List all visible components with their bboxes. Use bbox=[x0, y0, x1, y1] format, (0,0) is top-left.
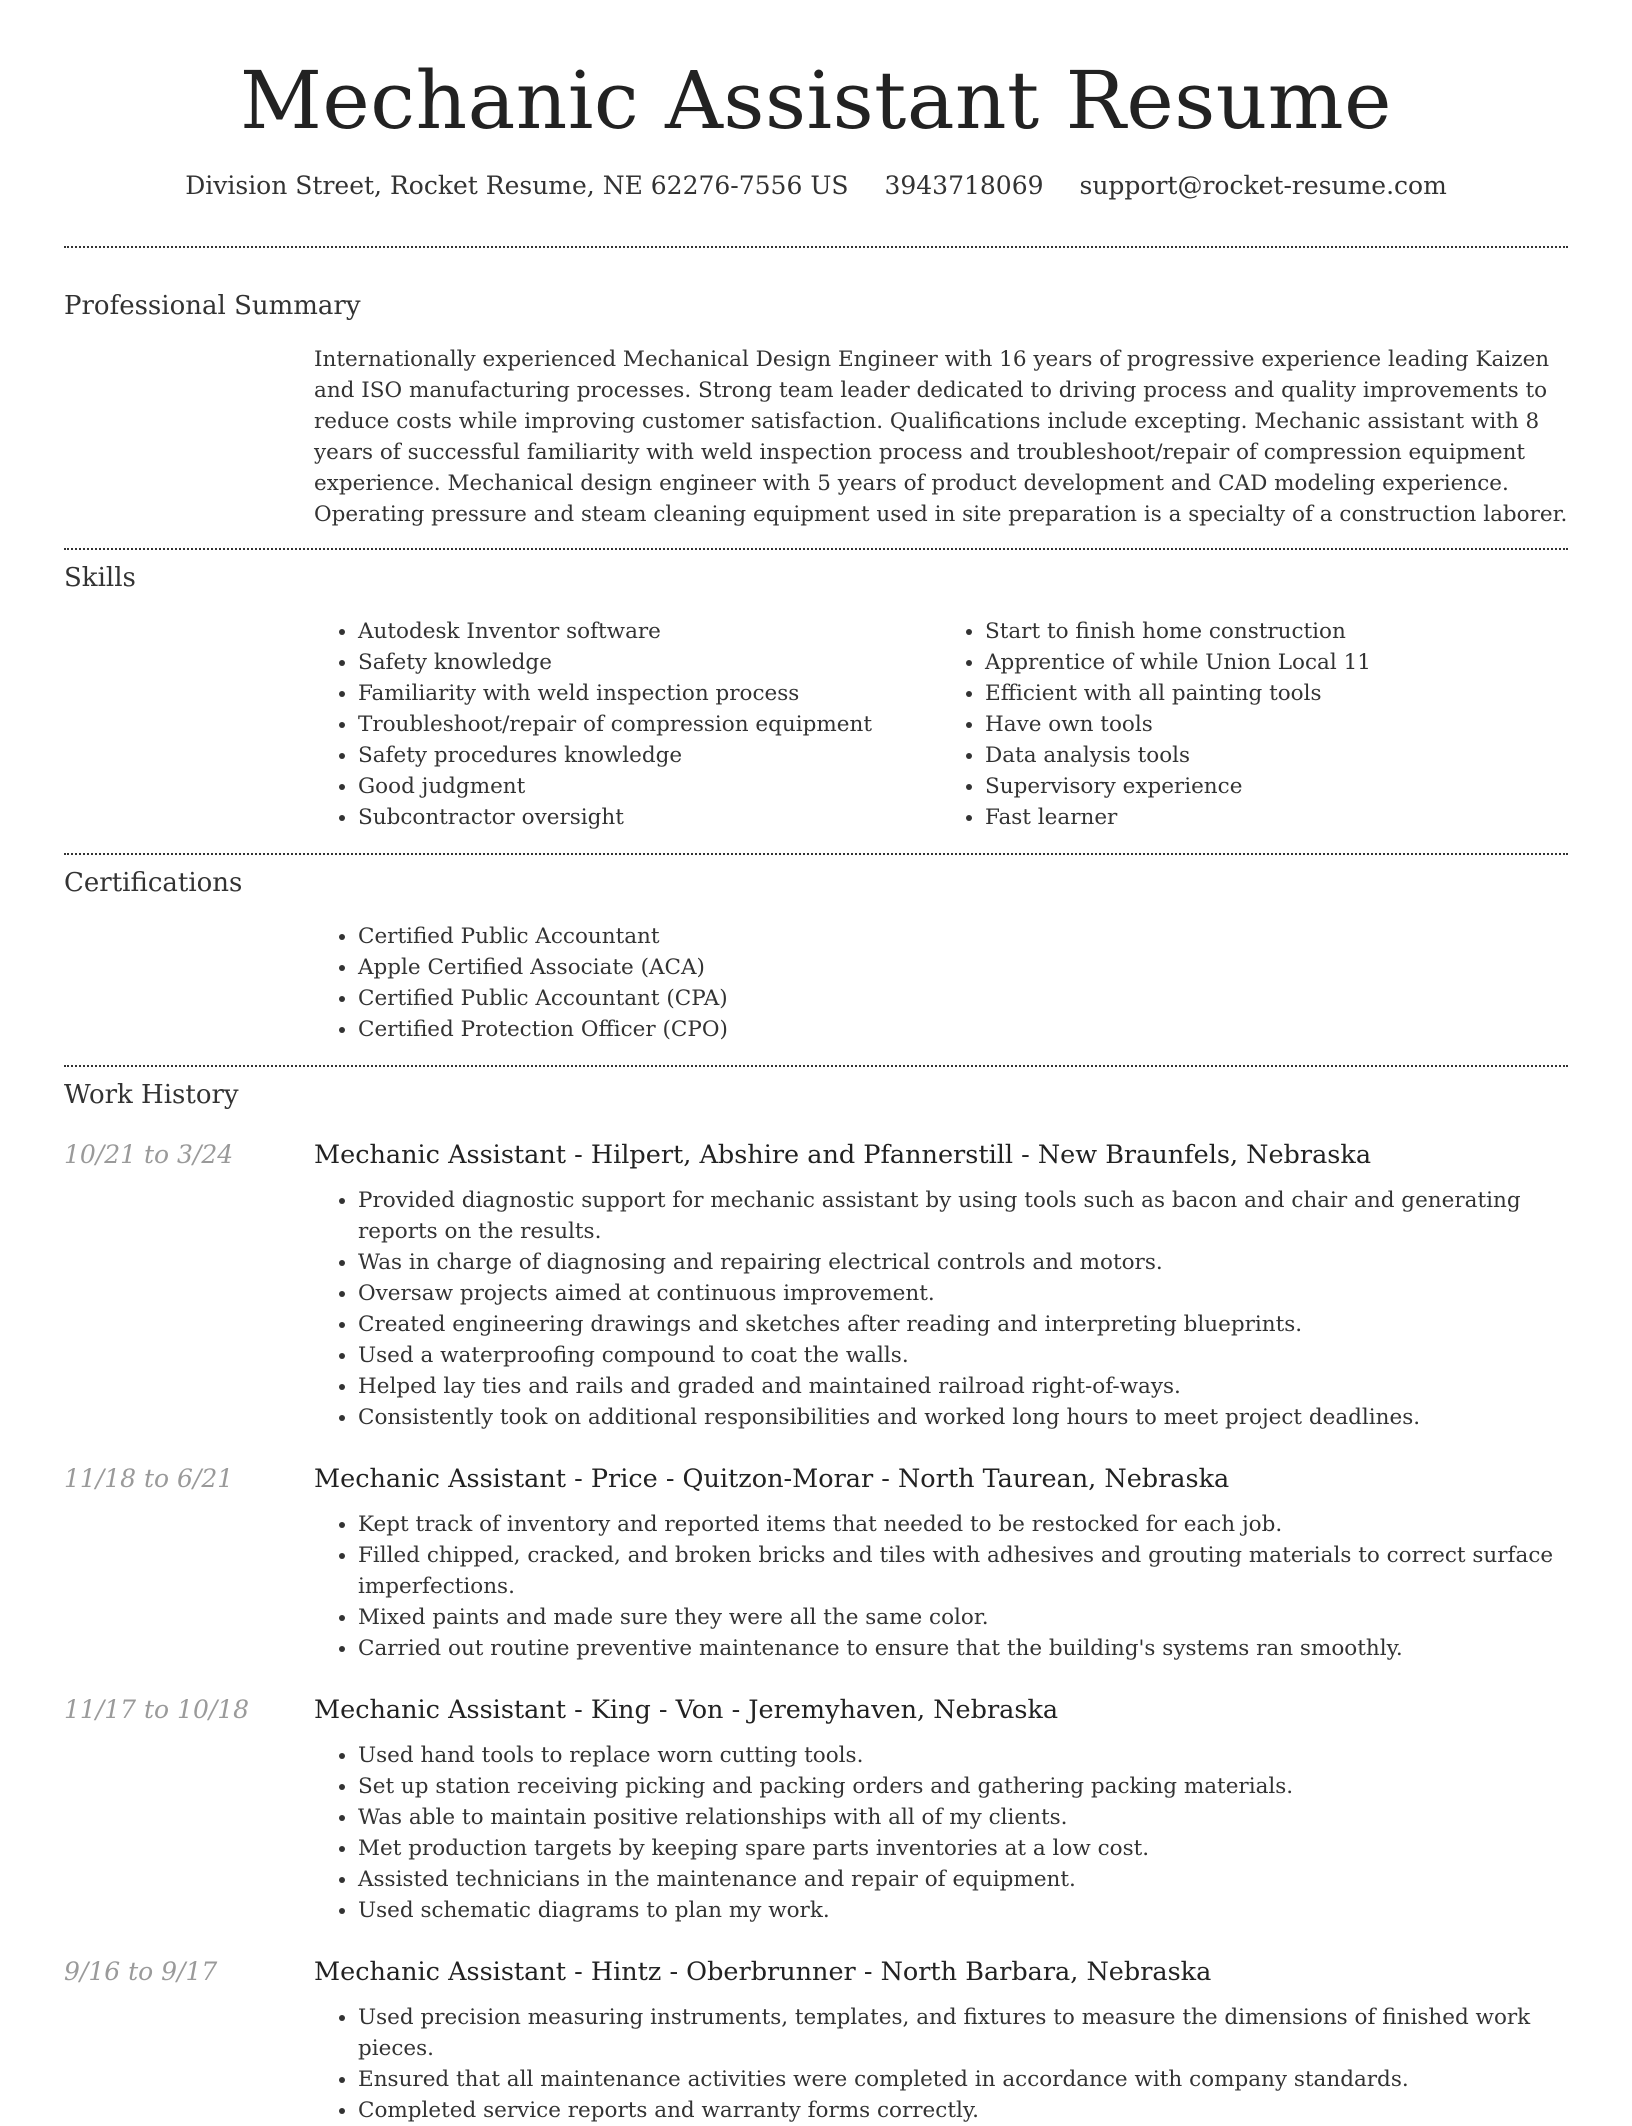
job-entry bbox=[64, 1692, 1568, 1926]
job-duty: • Consistently took on additional responsibilities and worked long hours to meet project deadlines. bbox=[358, 1402, 1568, 1433]
job-duty: • Met production targets by keeping spare parts inventories at a low cost. bbox=[358, 1833, 1568, 1864]
job-title: Mechanic Assistant - King - Von - Jeremyhaven, Nebraska bbox=[314, 1695, 1059, 1725]
section-divider bbox=[64, 246, 1568, 248]
job-title: Mechanic Assistant - Price - Quitzon-Morar - North Taurean, Nebraska bbox=[314, 1464, 1230, 1494]
job-title: Mechanic Assistant - Hintz - Oberbrunner - North Barbara, Nebraska bbox=[314, 1957, 1212, 1987]
job-dates: 9/16 to 9/17 bbox=[64, 1957, 218, 1986]
skill-item: • Troubleshoot/repair of compression equipment bbox=[358, 709, 941, 740]
contact-email: support@rocket-resume.com bbox=[1079, 171, 1447, 200]
certifications-list bbox=[314, 921, 1568, 1045]
job-entry bbox=[64, 1461, 1568, 1664]
job-duty: • Set up station receiving picking and packing orders and gathering packing materials. bbox=[358, 1771, 1568, 1802]
summary-heading: Professional Summary bbox=[64, 291, 361, 321]
skill-item: • Subcontractor oversight bbox=[358, 802, 941, 833]
job-duty: • Assisted technicians in the maintenance and repair of equipment. bbox=[358, 1864, 1568, 1895]
job-duties bbox=[314, 2002, 1568, 2126]
job-duty: • Mixed paints and made sure they were all the same color. bbox=[358, 1602, 1568, 1633]
job-duty: • Carried out routine preventive maintenance to ensure that the building's systems ran smoothly. bbox=[358, 1633, 1568, 1664]
job-duties bbox=[314, 1185, 1568, 1433]
certification-item: • Certified Protection Officer (CPO) bbox=[358, 1014, 1568, 1045]
resume-title: Mechanic Assistant Resume bbox=[240, 54, 1392, 147]
skill-item: • Apprentice of while Union Local 11 bbox=[985, 647, 1568, 678]
skills-column-left bbox=[314, 616, 941, 833]
job-duty: • Provided diagnostic support for mechanic assistant by using tools such as bacon and chair and generating reports on the results. bbox=[358, 1185, 1568, 1247]
job-duty: • Completed service reports and warranty forms correctly. bbox=[358, 2095, 1568, 2126]
job-duty: • Created engineering drawings and sketches after reading and interpreting blueprints. bbox=[358, 1309, 1568, 1340]
job-duty: • Was able to maintain positive relationships with all of my clients. bbox=[358, 1802, 1568, 1833]
job-duties bbox=[314, 1740, 1568, 1926]
job-title: Mechanic Assistant - Hilpert, Abshire and Pfannerstill - New Braunfels, Nebraska bbox=[314, 1140, 1372, 1170]
skill-item: • Familiarity with weld inspection process bbox=[358, 678, 941, 709]
job-duty: • Was in charge of diagnosing and repairing electrical controls and motors. bbox=[358, 1247, 1568, 1278]
certifications-heading: Certifications bbox=[64, 868, 243, 898]
job-entry bbox=[64, 1954, 1568, 2126]
section-divider bbox=[64, 1065, 1568, 1067]
skills-heading: Skills bbox=[64, 563, 136, 593]
skill-item: • Efficient with all painting tools bbox=[985, 678, 1568, 709]
skill-item: • Have own tools bbox=[985, 709, 1568, 740]
skill-item: • Data analysis tools bbox=[985, 740, 1568, 771]
summary-text: Internationally experienced Mechanical Design Engineer with 16 years of progressive experience leading Kaizen and ISO manufacturing processes. Strong team leader dedicated to driving process and quality improvements to reduce costs while improving customer satisfaction. Qualifications include excepting. Mechanic assistant with 8 years of successful familiarity with weld inspection process and troubleshoot/repair of compression equipment experience. Mechanical design engineer with 5 years of product development and CAD modeling experience. Operating pressure and steam cleaning equipment used in site preparation is a specialty of a construction laborer. bbox=[314, 347, 1568, 527]
skill-item: • Safety procedures knowledge bbox=[358, 740, 941, 771]
skill-item: • Start to finish home construction bbox=[985, 616, 1568, 647]
skills-list bbox=[314, 616, 1568, 833]
certification-item: • Apple Certified Associate (ACA) bbox=[358, 952, 1568, 983]
job-entry bbox=[64, 1137, 1568, 1433]
job-duty: • Used a waterproofing compound to coat the walls. bbox=[358, 1340, 1568, 1371]
job-duty: • Used schematic diagrams to plan my work. bbox=[358, 1895, 1568, 1926]
work-history-heading: Work History bbox=[64, 1080, 239, 1110]
job-dates: 10/21 to 3/24 bbox=[64, 1140, 234, 1169]
section-divider bbox=[64, 853, 1568, 855]
job-duty: • Oversaw projects aimed at continuous improvement. bbox=[358, 1278, 1568, 1309]
skills-column-right bbox=[941, 616, 1568, 833]
section-divider bbox=[64, 548, 1568, 550]
job-duty: • Ensured that all maintenance activities were completed in accordance with company standards. bbox=[358, 2064, 1568, 2095]
job-duties bbox=[314, 1509, 1568, 1664]
job-duty: • Kept track of inventory and reported items that needed to be restocked for each job. bbox=[358, 1509, 1568, 1540]
skill-item: • Safety knowledge bbox=[358, 647, 941, 678]
skill-item: • Good judgment bbox=[358, 771, 941, 802]
contact-info bbox=[64, 168, 1568, 204]
job-duty: • Filled chipped, cracked, and broken bricks and tiles with adhesives and grouting materials to correct surface imperfections. bbox=[358, 1540, 1568, 1602]
job-dates: 11/17 to 10/18 bbox=[64, 1695, 250, 1724]
contact-phone: 3943718069 bbox=[884, 171, 1044, 200]
job-dates: 11/18 to 6/21 bbox=[64, 1464, 234, 1493]
skill-item: • Supervisory experience bbox=[985, 771, 1568, 802]
certification-item: • Certified Public Accountant (CPA) bbox=[358, 983, 1568, 1014]
job-duty: • Used hand tools to replace worn cutting tools. bbox=[358, 1740, 1568, 1771]
job-duty: • Helped lay ties and rails and graded and maintained railroad right-of-ways. bbox=[358, 1371, 1568, 1402]
skill-item: • Fast learner bbox=[985, 802, 1568, 833]
contact-address: Division Street, Rocket Resume, NE 62276-7556 US bbox=[185, 171, 849, 200]
skill-item: • Autodesk Inventor software bbox=[358, 616, 941, 647]
certification-item: • Certified Public Accountant bbox=[358, 921, 1568, 952]
job-duty: • Used precision measuring instruments, templates, and fixtures to measure the dimensions of finished work pieces. bbox=[358, 2002, 1568, 2064]
